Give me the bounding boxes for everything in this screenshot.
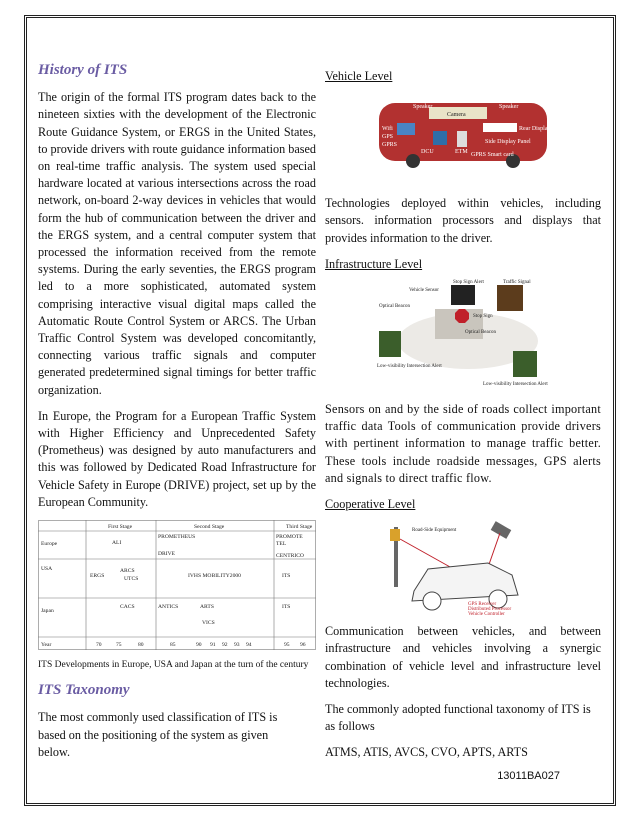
- cell-ali: ALI: [112, 540, 122, 547]
- row-japan: Japan: [41, 608, 54, 615]
- vehicle-level-paragraph: Technologies deployed within vehicles, including sensors. information processors and displays that provides information to the driver.: [325, 196, 601, 245]
- cell-vics: VICS: [202, 620, 215, 627]
- row-usa: USA: [41, 566, 53, 573]
- footer-id: 13011BA027: [497, 770, 560, 782]
- label-side-display: Side Display Panel: [485, 139, 531, 146]
- etm-device-icon: [457, 131, 467, 147]
- cooperative-figure: [388, 517, 538, 617]
- label-gprs-smartcard: GPRS Smart card: [471, 152, 514, 159]
- display-panel: [483, 123, 517, 132]
- history-paragraph-1: The origin of the formal ITS program dates back to the nineteen sixties with the development of the Electronic Route Guidance System, or ERGS in the United States, to provide drivers with route guidance information based on real-time traffic analysis. The system used special hardware located at various intersections across the road network, on-board 2-way devices in vehicles that would form the hub of communication between the driver and the ERGS system, and a central computer system that processed the information received from the remote systems. During the early seventies, the ERGS program led to a more sophisticated, automated system comprising interactive visual digital maps called the Automatic Route Control System or ARCS. The Urban Traffic Control System was developed concomitantly, connecting various traffic signals and computer generated predetermined signal timings for better traffic organization.: [38, 90, 316, 397]
- cell-its-usa: ITS: [282, 573, 291, 580]
- label-vehicle-controller: Vehicle Controller: [468, 612, 505, 618]
- taxonomy-list: ATMS, ATIS, AVCS, CVO, APTS, ARTS: [325, 745, 528, 760]
- cell-antics: ANTICS: [158, 604, 179, 611]
- label-optical-beacon-left: Optical Beacon: [379, 304, 410, 310]
- year-tick: 94: [246, 642, 252, 649]
- label-gps: GPS: [382, 134, 394, 141]
- roadside-signal-icon: [390, 529, 400, 541]
- infrastructure-figure: [373, 279, 553, 389]
- label-gprs: GPRS: [382, 142, 398, 149]
- year-tick: 90: [196, 642, 202, 649]
- satellite-icon: [491, 521, 512, 539]
- label-speaker-rear: Speaker: [499, 104, 519, 111]
- stop-sign-icon: [455, 309, 469, 323]
- stage-third: Third Stage: [286, 524, 313, 531]
- label-wifi: Wifi: [382, 126, 393, 133]
- cell-prometheus: PROMETHEUS: [158, 534, 196, 541]
- cell-utcs: UTCS: [124, 576, 139, 583]
- year-tick: 85: [170, 642, 176, 649]
- label-rear-display: Rear Display: [519, 126, 551, 133]
- cell-ivhs: IVHS MOBILITY2000: [188, 573, 241, 580]
- stage-first: First Stage: [108, 524, 133, 531]
- infrastructure-level-paragraph: Sensors on and by the side of roads collect important traffic data Tools of communication provide drivers with pertinent information to manage traffic better. These tools include roadside messages, GPS alerts and signals to direct traffic flow.: [325, 402, 601, 485]
- label-dcu: DCU: [421, 149, 434, 156]
- label-camera: Camera: [447, 112, 466, 119]
- right-alert-screen-icon: [513, 351, 537, 377]
- table-figure: [38, 520, 316, 650]
- history-title: History of ITS: [38, 62, 128, 78]
- year-tick: 93: [234, 642, 240, 649]
- table-caption: ITS Developments in Europe, USA and Japan at the turn of the century: [38, 660, 309, 671]
- taxonomy-title: ITS Taxonomy: [38, 682, 130, 699]
- label-low-visibility-right: Low-visibility Intersection Alert: [483, 382, 548, 388]
- cell-arts: ARTS: [200, 604, 214, 611]
- label-gps-receiver: GPS Receiver: [468, 602, 497, 608]
- label-stop-sign-alert: Stop Sign Alert: [453, 280, 484, 286]
- front-wheel-icon: [406, 154, 420, 168]
- label-stop-sign: Stop Sign: [473, 314, 493, 320]
- label-speaker-front: Speaker: [413, 104, 433, 111]
- taxonomy-paragraph: The most commonly used classification of ITS is based on the positioning of the system as given below.: [38, 710, 278, 759]
- year-tick: 91: [210, 642, 216, 649]
- cell-cacs: CACS: [120, 604, 135, 611]
- cell-centrico: CENTRICO: [276, 553, 304, 560]
- label-low-visibility-left: Low-visibility Intersection Alert: [377, 364, 442, 370]
- year-tick: 80: [138, 642, 144, 649]
- vehicle-level-heading: Vehicle Level: [325, 69, 393, 83]
- vehicle-front-wheel: [423, 592, 441, 610]
- year-tick: 70: [96, 642, 102, 649]
- year-tick: 96: [300, 642, 306, 649]
- cell-ergs: ERGS: [90, 573, 105, 580]
- infrastructure-level-heading: Infrastructure Level: [325, 256, 423, 271]
- label-optical-beacon-right: Optical Beacon: [465, 330, 496, 336]
- label-etm: ETM: [455, 149, 468, 156]
- stage-second: Second Stage: [194, 524, 225, 531]
- cell-promote: PROMOTE: [276, 534, 303, 541]
- dcu-device-icon: [433, 131, 447, 145]
- its-developments-table: [38, 520, 316, 655]
- wifi-device-icon: [397, 123, 415, 135]
- cell-drive: DRIVE: [158, 551, 176, 558]
- year-tick: 92: [222, 642, 228, 649]
- cell-tel: TEL: [276, 541, 287, 548]
- row-year: Year: [41, 642, 52, 649]
- label-vehicle-sensor: Vehicle Sensor: [409, 288, 439, 294]
- traffic-signal-screen-icon: [497, 285, 523, 311]
- left-alert-screen-icon: [379, 331, 401, 357]
- year-tick: 75: [116, 642, 122, 649]
- cell-arcs: ARCS: [120, 568, 135, 575]
- taxonomy-intro: The commonly adopted functional taxonomy of ITS is as follows: [325, 702, 591, 734]
- label-road-side-equipment: Road-Side Equipment: [412, 528, 457, 534]
- vehicle-bus-figure: [373, 97, 553, 169]
- right-column: [325, 68, 601, 771]
- cooperative-level-paragraph: Communication between vehicles, and between infrastructure and vehicles involving a synergic combination of vehicle level and infrastructure level technologies.: [325, 624, 601, 690]
- label-traffic-signal: Traffic Signal: [503, 280, 531, 286]
- label-distributed-processor: Distributed Processor: [468, 607, 512, 613]
- cooperative-level-heading: Cooperative Level: [325, 497, 416, 512]
- cell-its-japan: ITS: [282, 604, 291, 611]
- year-tick: 95: [284, 642, 290, 649]
- history-paragraph-2: In Europe, the Program for a European Traffic System with Higher Efficiency and Unprecedented Safety (Prometheus) was designed by auto manufacturers and this was followed by Dedicated Road Infrastructure for Vehicle Safety in Europe (DRIVE) project, set up by the European Community.: [38, 408, 316, 509]
- left-column: [38, 62, 316, 770]
- stop-sign-alert-screen-icon: [451, 285, 475, 305]
- row-europe: Europe: [41, 541, 58, 548]
